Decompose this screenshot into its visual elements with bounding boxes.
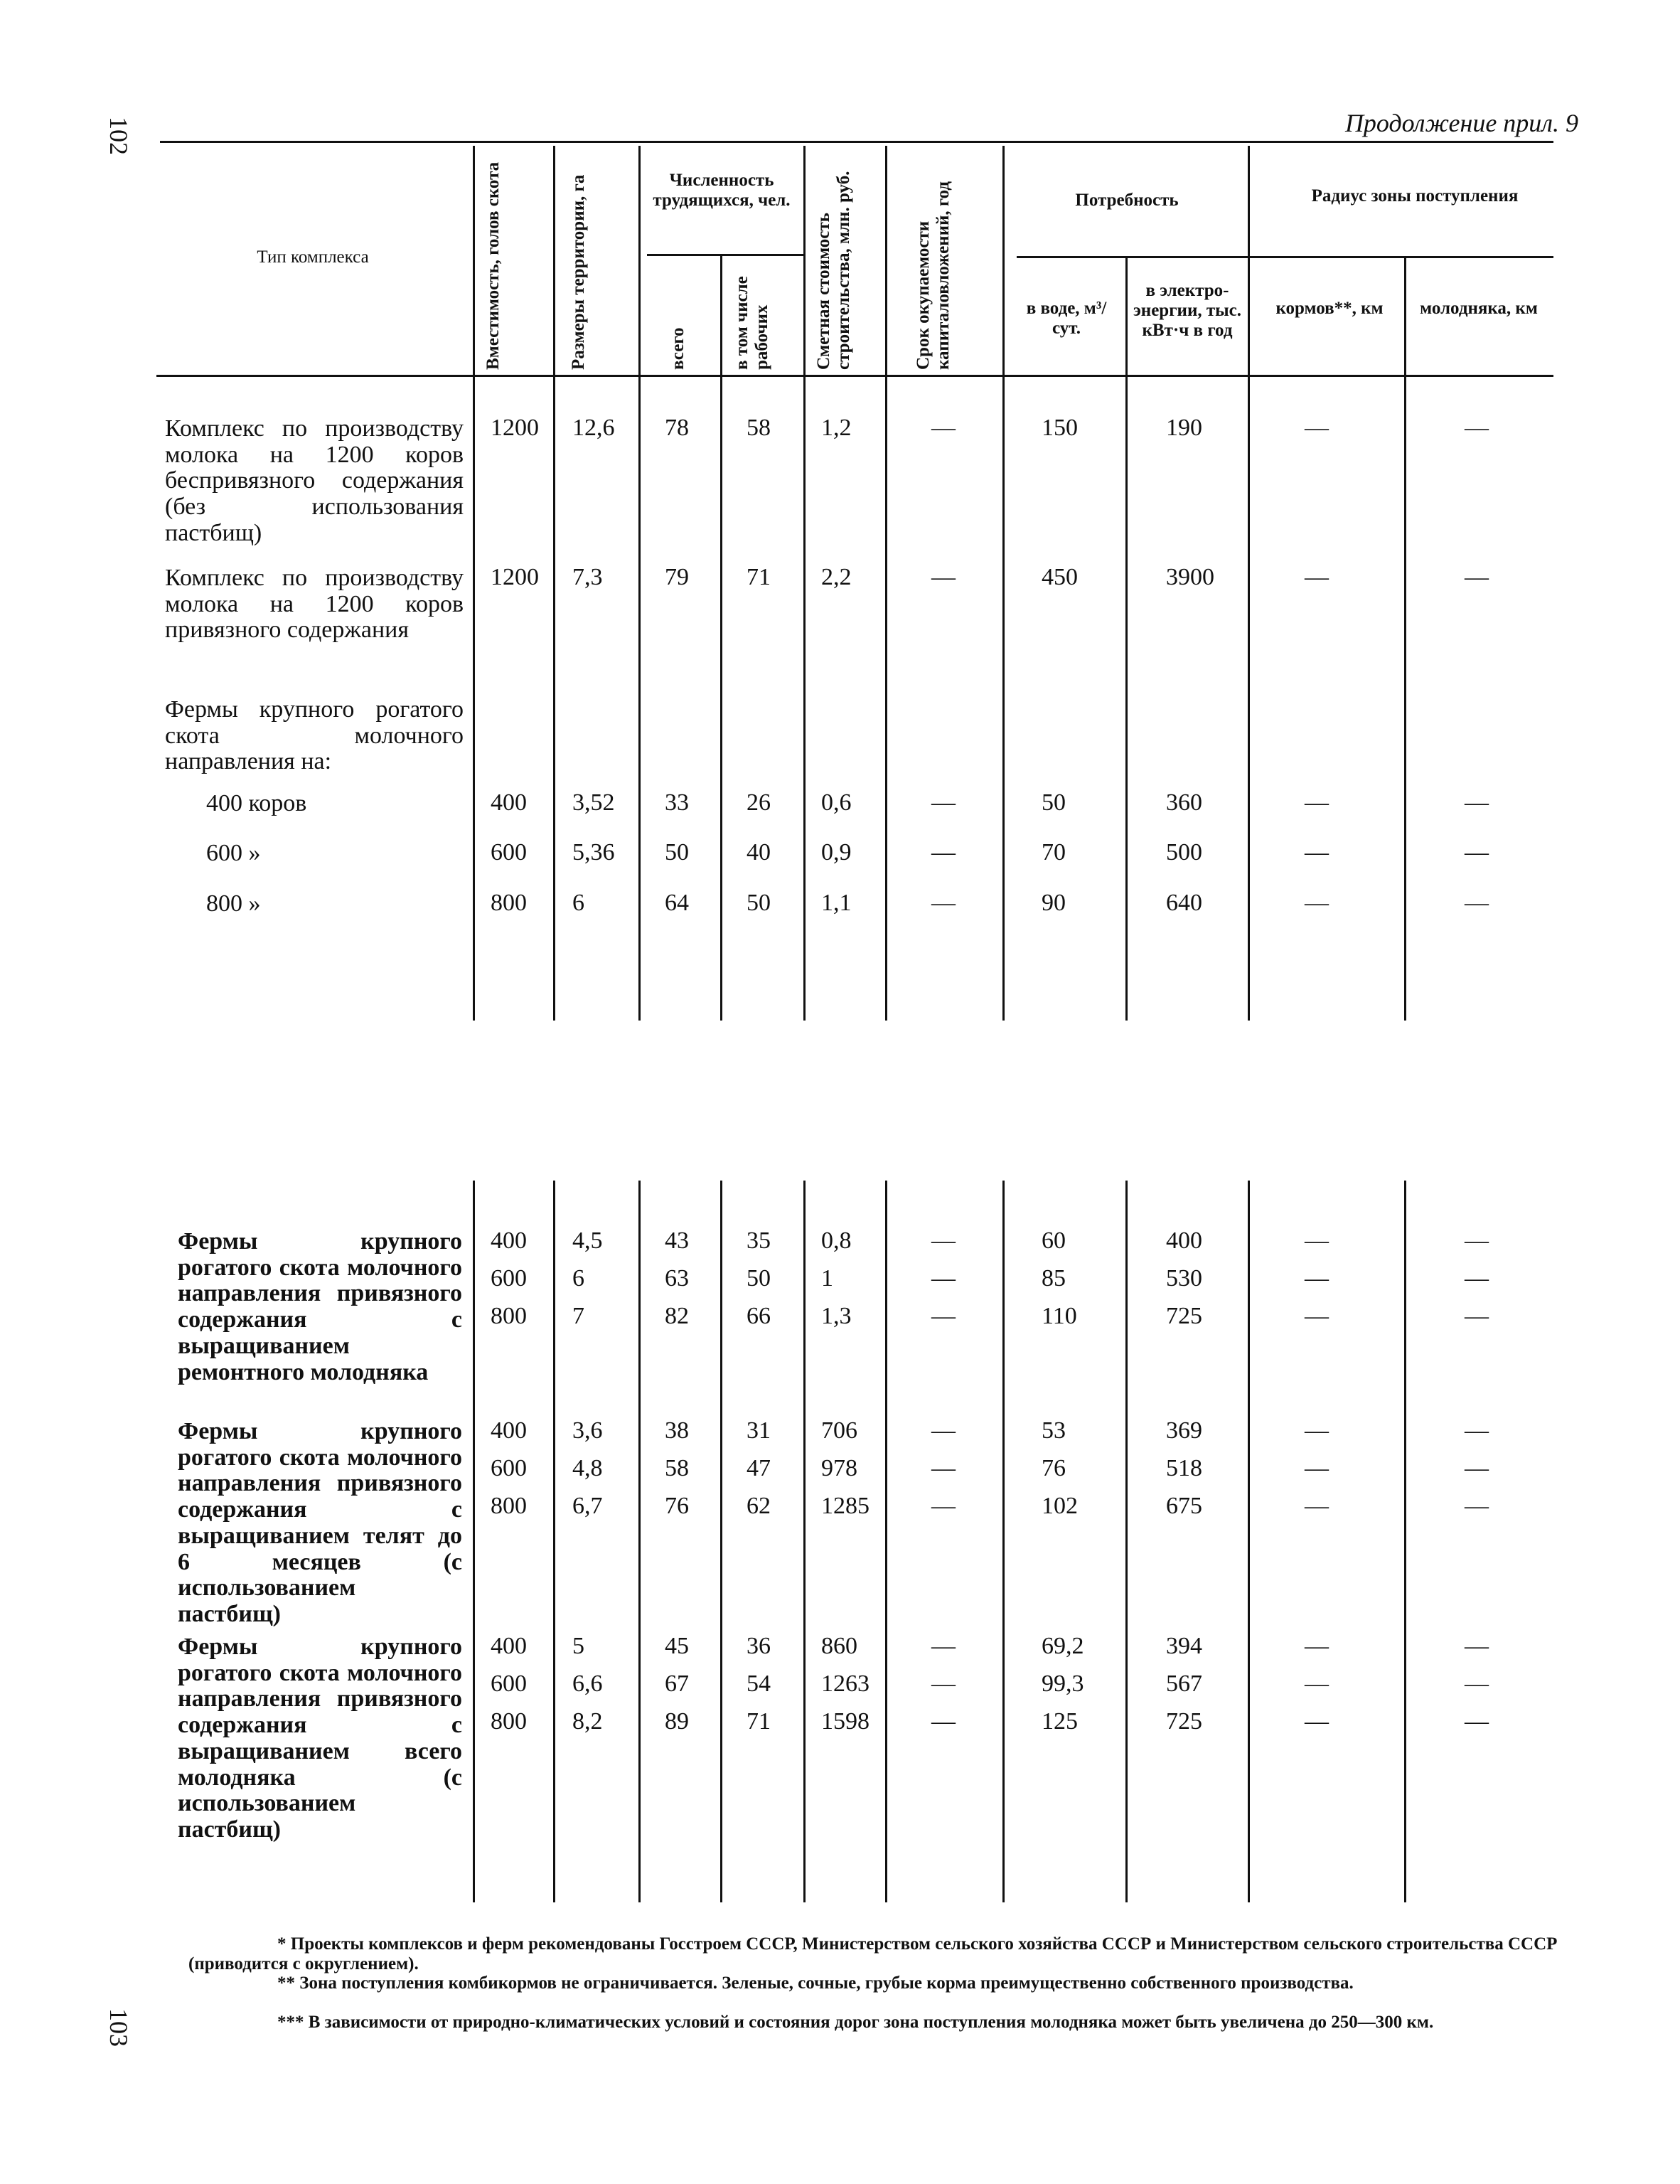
cell-cap: 600 [491,1671,527,1697]
lv5 [803,1181,806,1902]
col-workers-header: Численность трудящихся, чел. [653,171,791,210]
hv3 [638,146,641,1021]
cell-young: — [1465,564,1489,590]
cell-power: 360 [1166,789,1202,816]
lv9 [1248,1181,1250,1902]
cell-power: 190 [1166,415,1202,441]
footnote-2: ** Зона поступления комбикормов не ограничивается. Зеленые, сочные, грубые корма преимущественно собственного производства. [277,1973,1354,1993]
cell-cap: 800 [491,1493,527,1519]
cell-cost: 0,9 [821,839,852,865]
cell-area: 4,8 [572,1455,603,1481]
cell-wrk: 47 [747,1455,771,1481]
page-number-bottom: 103 [105,2008,133,2047]
cell-feed: — [1305,564,1329,590]
cell-young: — [1465,415,1489,441]
cell-area: 3,52 [572,789,615,816]
footnote-1: * Проекты комплексов и ферм рекомендованы Госстроем СССР, Министерством сельского хозяйства СССР и Министерством сельского строительства СССР (приводится с округлением). [188,1934,1558,1973]
cell-feed: — [1305,415,1329,441]
cell-area: 6,7 [572,1493,603,1519]
cell-cost: 1285 [821,1493,870,1519]
cell-area: 5,36 [572,839,615,865]
col-needs-header: Потребность [1075,191,1179,210]
row-name-1: Комплекс по производству молока на 1200 коров беспривязного содержания (без использования пастбищ) [165,415,464,546]
cell-young: — [1465,789,1489,816]
cell-area: 5 [572,1633,584,1659]
cell-wrk: 71 [747,1708,771,1735]
cell-tot: 89 [665,1708,689,1735]
cell-feed: — [1305,1455,1329,1481]
cell-area: 7 [572,1303,584,1329]
header-bottom-rule [156,375,1553,377]
cell-feed: — [1305,1303,1329,1329]
cell-cap: 1200 [491,564,539,590]
cell-wrk: 36 [747,1633,771,1659]
cell-water: 50 [1042,789,1066,816]
cell-cost: 2,2 [821,564,852,590]
cell-tot: 82 [665,1303,689,1329]
cell-feed: — [1305,1708,1329,1735]
lv1 [473,1181,475,1902]
cell-cost: 1,1 [821,890,852,916]
cell-tot: 79 [665,564,689,590]
cell-cap: 400 [491,1633,527,1659]
cell-wrk: 62 [747,1493,771,1519]
col-young-header: молодняка, км [1420,299,1538,318]
cell-cap: 800 [491,1303,527,1329]
cell-pay: — [931,1227,956,1254]
cell-pay: — [931,1303,956,1329]
cell-tot: 50 [665,839,689,865]
cell-wrk: 26 [747,789,771,816]
cell-pay: — [931,1265,956,1291]
cell-cap: 600 [491,1265,527,1291]
cell-power: 369 [1166,1417,1202,1444]
cell-tot: 38 [665,1417,689,1444]
hv7 [1002,146,1005,1021]
cell-power: 725 [1166,1303,1202,1329]
cell-area: 6 [572,1265,584,1291]
cell-young: — [1465,890,1489,916]
cell-young: — [1465,1227,1489,1254]
cell-water: 53 [1042,1417,1066,1444]
cell-cost: 0,8 [821,1227,852,1254]
cell-power: 530 [1166,1265,1202,1291]
cell-pay: — [931,1455,956,1481]
cell-water: 69,2 [1042,1633,1084,1659]
col-radius-header: Радиус зоны поступления [1311,186,1519,206]
cell-water: 70 [1042,839,1066,865]
cell-power: 500 [1166,839,1202,865]
cell-cap: 800 [491,890,527,916]
row-name-3: Фермы крупного рогатого скота молочного направления на: [165,696,464,775]
cell-wrk: 50 [747,890,771,916]
cell-wrk: 66 [747,1303,771,1329]
cell-wrk: 50 [747,1265,771,1291]
cell-tot: 58 [665,1455,689,1481]
cell-pay: — [931,1417,956,1444]
cell-water: 450 [1042,564,1078,590]
cell-feed: — [1305,1417,1329,1444]
cell-tot: 67 [665,1671,689,1697]
col-cost-header: Сметная стоимость строительства, млн. руб. [814,171,853,370]
cell-feed: — [1305,1671,1329,1697]
cell-pay: — [931,415,956,441]
row-name-5: 600 » [206,840,261,866]
continuation-title: Продолжение прил. 9 [1344,109,1578,137]
cell-wrk: 54 [747,1671,771,1697]
lv6 [885,1181,887,1902]
cell-feed: — [1305,1265,1329,1291]
lv2 [553,1181,555,1902]
cell-power: 640 [1166,890,1202,916]
cell-cap: 400 [491,789,527,816]
cell-tot: 76 [665,1493,689,1519]
lv3 [638,1181,641,1902]
cell-power: 394 [1166,1633,1202,1659]
cell-cap: 600 [491,1455,527,1481]
cell-young: — [1465,1671,1489,1697]
col-area-header: Размеры территории, га [569,174,588,370]
lv4 [720,1181,722,1902]
cell-pay: — [931,1493,956,1519]
cell-feed: — [1305,1493,1329,1519]
row-name-6: 800 » [206,890,261,917]
cell-power: 675 [1166,1493,1202,1519]
cell-water: 102 [1042,1493,1078,1519]
lv7 [1002,1181,1005,1902]
col-feed-header: кормов**, км [1275,299,1384,318]
cell-young: — [1465,1417,1489,1444]
hv9 [1248,146,1250,1021]
cell-area: 7,3 [572,564,603,590]
top-rule [160,141,1553,143]
col-power-header: в электро-энергии, тыс. кВт·ч в год [1133,281,1241,340]
cell-cost: 1598 [821,1708,870,1735]
cell-cost: 978 [821,1455,857,1481]
cell-power: 400 [1166,1227,1202,1254]
needs-sub-rule [1017,256,1258,258]
hv1 [473,146,475,1021]
cell-cap: 800 [491,1708,527,1735]
group-name-3: Фермы крупного рогатого скота молочного направления привязного содержания с выращиванием всего молодняка (с использованием пастбищ) [178,1634,462,1843]
cell-feed: — [1305,890,1329,916]
cell-area: 6 [572,890,584,916]
cell-cap: 600 [491,839,527,865]
hv6 [885,146,887,1021]
cell-tot: 33 [665,789,689,816]
cell-cost: 860 [821,1633,857,1659]
page-number-top: 102 [105,117,133,155]
cell-pay: — [931,1633,956,1659]
cell-cap: 1200 [491,415,539,441]
cell-pay: — [931,1671,956,1697]
cell-young: — [1465,1708,1489,1735]
cell-cost: 0,6 [821,789,852,816]
col-water-header: в воде, м³/сут. [1026,299,1107,338]
cell-wrk: 58 [747,415,771,441]
cell-feed: — [1305,1633,1329,1659]
cell-power: 3900 [1166,564,1214,590]
col-payback-header: Срок окупаемости капиталовложений, год [914,181,953,370]
cell-cost: 1 [821,1265,833,1291]
footnote-3: *** В зависимости от природно-климатических условий и состояния дорог зона поступления молодняка может быть увеличена до 250—300 км. [277,2013,1434,2032]
cell-cost: 706 [821,1417,857,1444]
hv8 [1125,256,1128,1021]
cell-area: 4,5 [572,1227,603,1254]
cell-water: 110 [1042,1303,1077,1329]
hv2 [553,146,555,1021]
cell-cap: 400 [491,1227,527,1254]
cell-power: 725 [1166,1708,1202,1735]
cell-cost: 1263 [821,1671,870,1697]
row-name-2: Комплекс по производству молока на 1200 коров привязного содержания [165,565,464,644]
cell-tot: 45 [665,1633,689,1659]
cell-young: — [1465,1265,1489,1291]
cell-wrk: 31 [747,1417,771,1444]
cell-feed: — [1305,789,1329,816]
cell-area: 8,2 [572,1708,603,1735]
cell-pay: — [931,564,956,590]
cell-pay: — [931,839,956,865]
cell-tot: 63 [665,1265,689,1291]
cell-wrk: 40 [747,839,771,865]
cell-pay: — [931,789,956,816]
cell-pay: — [931,890,956,916]
lv10 [1404,1181,1406,1902]
cell-water: 125 [1042,1708,1078,1735]
cell-tot: 78 [665,415,689,441]
cell-cost: 1,3 [821,1303,852,1329]
workers-sub-rule [647,254,803,256]
cell-pay: — [931,1708,956,1735]
cell-water: 85 [1042,1265,1066,1291]
group-name-1: Фермы крупного рогатого скота молочного направления привязного содержания с выращиванием ремонтного молодняка [178,1228,462,1385]
cell-wrk: 35 [747,1227,771,1254]
group-name-2: Фермы крупного рогатого скота молочного направления привязного содержания с выращиванием телят до 6 месяцев (с использованием пастбищ) [178,1418,462,1628]
hv4 [720,256,722,1021]
cell-tot: 64 [665,890,689,916]
cell-tot: 43 [665,1227,689,1254]
cell-wrk: 71 [747,564,771,590]
cell-water: 99,3 [1042,1671,1084,1697]
cell-water: 150 [1042,415,1078,441]
cell-feed: — [1305,1227,1329,1254]
cell-young: — [1465,1493,1489,1519]
cell-power: 518 [1166,1455,1202,1481]
row-name-4: 400 коров [206,790,307,816]
cell-cap: 400 [491,1417,527,1444]
col-workers-total-header: всего [668,327,687,370]
cell-water: 76 [1042,1455,1066,1481]
cell-young: — [1465,839,1489,865]
hv5 [803,146,806,1021]
cell-area: 3,6 [572,1417,603,1444]
lv8 [1125,1181,1128,1902]
cell-area: 6,6 [572,1671,603,1697]
cell-young: — [1465,1455,1489,1481]
col-capacity-header: Вместимость, голов скота [483,161,503,370]
cell-young: — [1465,1633,1489,1659]
cell-area: 12,6 [572,415,615,441]
cell-cost: 1,2 [821,415,852,441]
cell-feed: — [1305,839,1329,865]
hv10 [1404,256,1406,1021]
cell-power: 567 [1166,1671,1202,1697]
col-workers-incl-header: в том числе рабочих [732,276,771,370]
col-type-header: Тип комплекса [257,247,369,267]
cell-young: — [1465,1303,1489,1329]
cell-water: 90 [1042,890,1066,916]
cell-water: 60 [1042,1227,1066,1254]
